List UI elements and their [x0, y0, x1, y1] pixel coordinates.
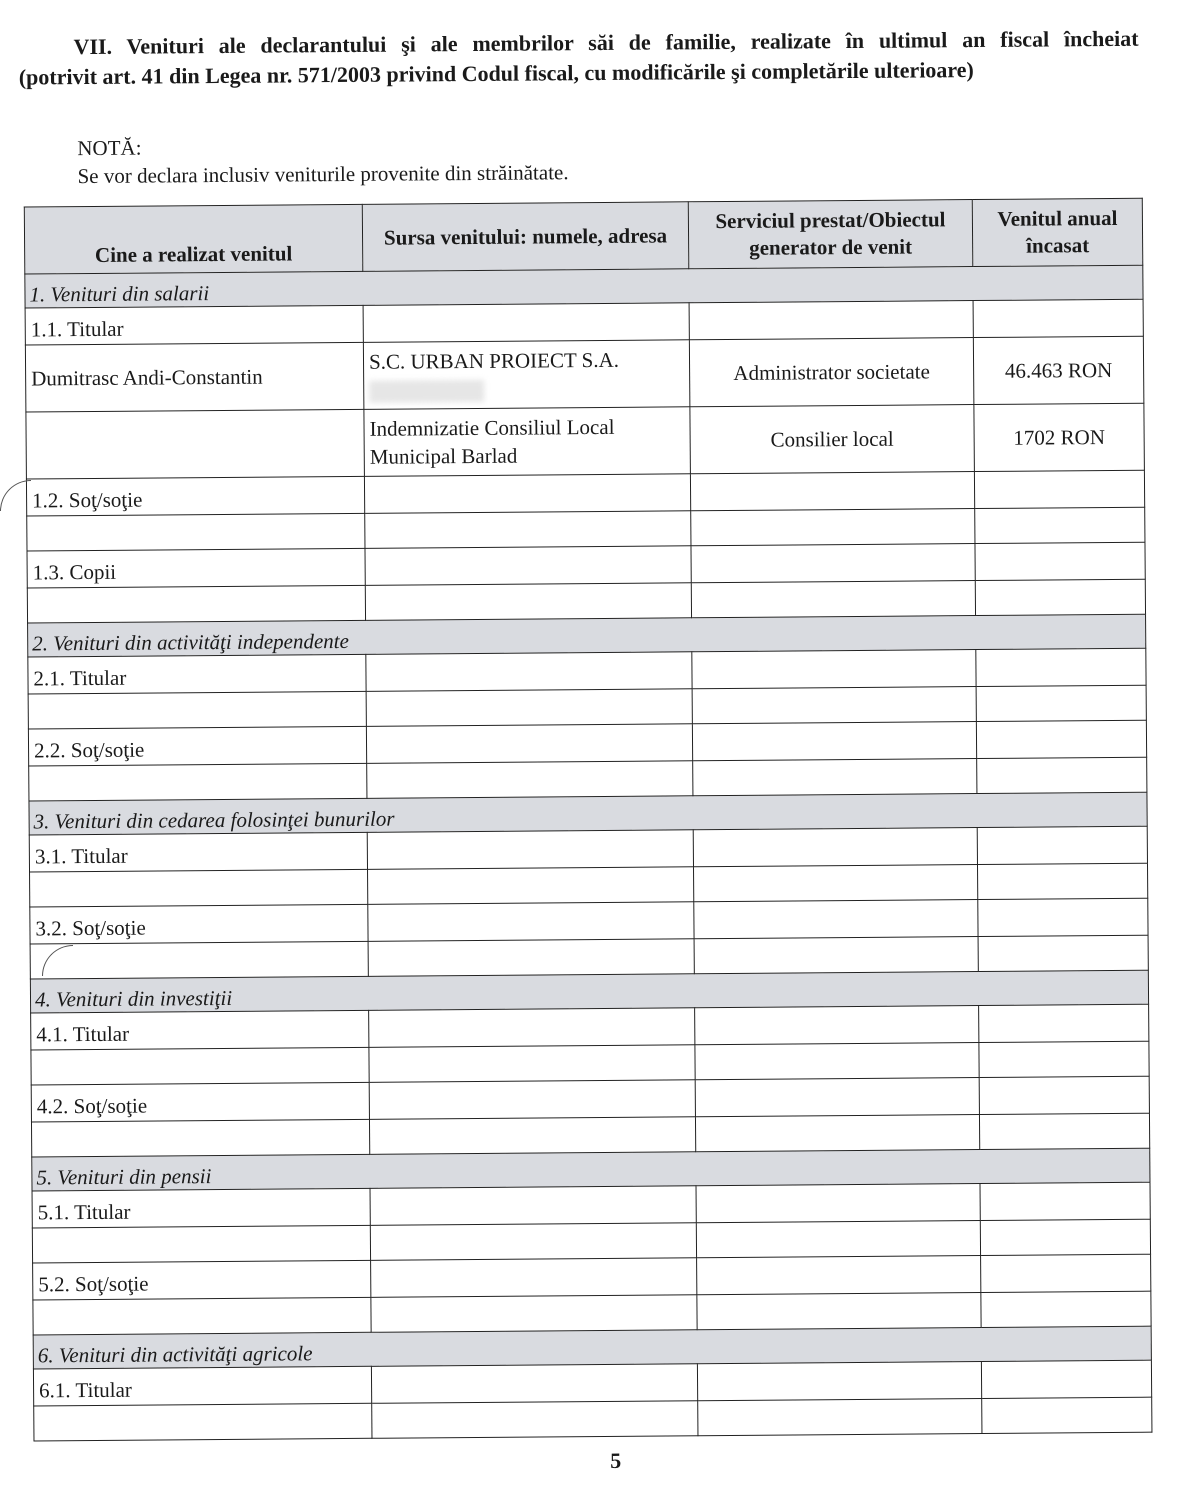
declarant-name: Dumitrasc Andi-Constantin — [25, 342, 364, 412]
note-label: NOTĂ: — [77, 135, 142, 161]
source-line: Municipal Barlad — [369, 443, 518, 469]
page-number: 5 — [610, 1447, 622, 1473]
row-label: 1.1. Titular — [25, 305, 363, 345]
note-text: Se vor declara inclusiv veniturile provenite din străinătate. — [77, 160, 569, 189]
row-label: 4.2. Soţ/soţie — [31, 1082, 369, 1122]
row-label: 5.2. Soţ/soţie — [33, 1260, 371, 1300]
section-title-investments: 4. Venituri din investiţii — [30, 970, 1148, 1013]
table-row — [25, 336, 1143, 412]
heading-line-1: VII. Venituri ale declarantului şi ale membrilor săi de familie, realizate în ultimul an fiscal încheiat — [73, 25, 1139, 60]
column-header-source: Sursa venitului: numele, adresa — [362, 202, 689, 272]
note-block — [77, 130, 568, 190]
section-heading — [18, 24, 1138, 93]
source-name: S.C. URBAN PROIECT S.A. — [368, 347, 620, 374]
row-label: 3.1. Titular — [29, 832, 367, 872]
row-label: 1.3. Copii — [27, 548, 365, 588]
income-table — [24, 198, 1153, 1442]
amount-cell — [973, 299, 1143, 337]
section-title-agricultural: 6. Venituri din activităţi agricole — [33, 1326, 1151, 1369]
amount-cell: 46.463 RON — [973, 336, 1144, 404]
heading-line-2: (potrivit art. 41 din Legea nr. 571/2003 privind Codul fiscal, cu modificările şi completările ulterioare) — [18, 57, 974, 90]
source-cell — [363, 340, 690, 410]
section-title-pensions: 5. Venituri din pensii — [32, 1148, 1150, 1191]
redacted-address — [369, 380, 484, 403]
source-cell — [364, 407, 691, 477]
table-row — [34, 1397, 1152, 1441]
table-row — [26, 403, 1144, 479]
row-label: 2.2. Soţ/soţie — [28, 726, 366, 766]
service-cell: Consilier local — [690, 405, 975, 474]
source-cell — [363, 303, 689, 343]
section-title-property-use: 3. Venituri din cedarea folosinţei bunurilor — [29, 792, 1147, 835]
amount-cell: 1702 RON — [974, 403, 1145, 471]
row-label: 1.2. Soţ/soţie — [26, 476, 364, 516]
column-header-service: Serviciul prestat/Obiectul generator de venit — [688, 200, 973, 269]
service-cell — [689, 301, 973, 340]
row-label: 2.1. Titular — [28, 654, 366, 694]
section-title-salaries: 1. Venituri din salarii — [25, 265, 1143, 308]
row-label: 4.1. Titular — [31, 1010, 369, 1050]
row-label: 3.2. Soţ/soţie — [30, 904, 368, 944]
row-label: 6.1. Titular — [33, 1366, 371, 1406]
service-cell: Administrator societate — [689, 338, 974, 407]
row-label — [26, 409, 365, 479]
column-header-amount: Venitul anual încasat — [972, 198, 1143, 266]
column-header-who: Cine a realizat venitul — [24, 204, 363, 274]
row-label: 5.1. Titular — [32, 1188, 370, 1228]
source-line: Indemnizatie Consiliul Local — [369, 414, 615, 441]
section-title-independent: 2. Venituri din activităţi independente — [28, 614, 1146, 657]
